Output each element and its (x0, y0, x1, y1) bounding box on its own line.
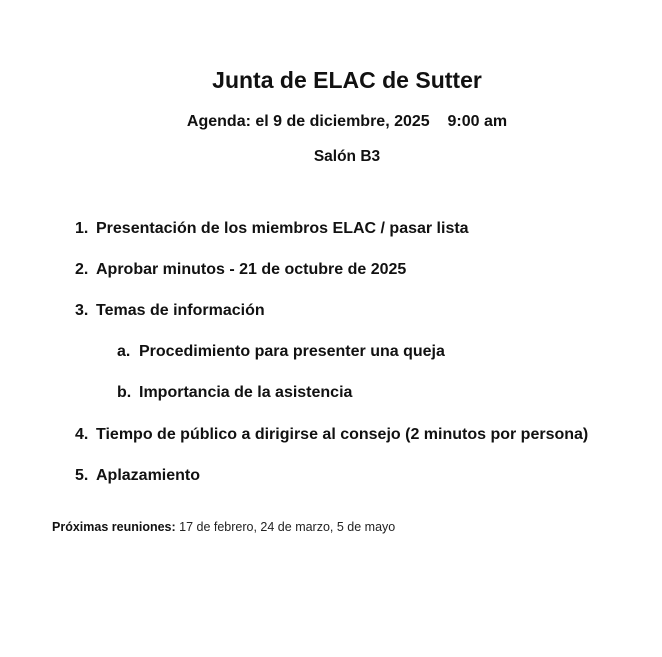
upcoming-meetings-label: Próximas reuniones: (52, 520, 176, 534)
item-number: 4. (75, 426, 89, 443)
item-number: 1. (75, 220, 89, 237)
item-number: 3. (75, 302, 89, 319)
item-text: Importancia de la asistencia (139, 384, 353, 401)
meeting-room: Salón B3 (313, 148, 381, 165)
document-title: Junta de ELAC de Sutter (212, 67, 482, 93)
item-text: Temas de información (96, 302, 265, 319)
upcoming-meetings-dates: 17 de febrero, 24 de marzo, 5 de mayo (175, 520, 396, 534)
upcoming-meetings (52, 520, 395, 534)
agenda-date-time: Agenda: el 9 de diciembre, 2025 9:00 am (186, 113, 508, 130)
item-text: Procedimiento para presenter una queja (139, 343, 445, 360)
item-text: Aprobar minutos - 21 de octubre de 2025 (96, 261, 407, 278)
item-letter: b. (117, 384, 132, 401)
item-text: Presentación de los miembros ELAC / pasar lista (96, 220, 469, 237)
item-text: Aplazamiento (96, 467, 201, 484)
item-text: Tiempo de público a dirigirse al consejo (2 minutos por persona) (96, 426, 589, 443)
item-number: 2. (75, 261, 89, 278)
item-number: 5. (75, 467, 89, 484)
item-letter: a. (117, 343, 131, 360)
